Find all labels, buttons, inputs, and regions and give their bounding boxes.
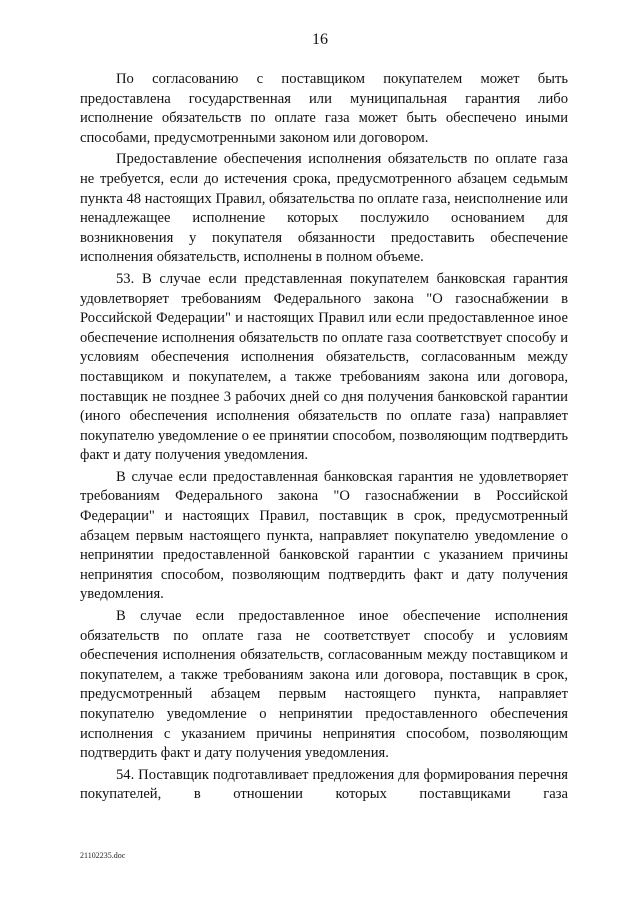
document-file-id: 21102235.doc: [80, 851, 126, 860]
paragraph-bank-guarantee-rejection: В случае если предоставленная банковская гарантия не удовлетворяет требованиям Федерального закона "О газоснабжении в Российской Федерации" и настоящих Правил, поставщик в срок, предусмотренный абзацем первым настоящего пункта, направляет покупателю уведомление о непринятии предоставленной банковской гарантии с указанием причины непринятия способом, позволяющим подтвердить факт и дату получения уведомления.: [80, 468, 568, 603]
paragraph-clause-54: 54. Поставщик подготавливает предложения для формирования перечня покупателей, в отношении которых поставщиками газа: [80, 766, 568, 803]
paragraph-no-security-required: Предоставление обеспечения исполнения обязательств по оплате газа не требуется, если до истечения срока, предусмотренного абзацем седьмым пункта 48 настоящих Правил, обязательства по оплате газа, неисполнение или ненадлежащее исполнение которых послужило основанием для возникновения у покупателя обязанности предоставить обеспечение исполнения обязательств, исполнены в полном объеме.: [80, 151, 568, 266]
paragraph-guarantee-agreement: По согласованию с поставщиком покупателем может быть предоставлена государственная или муниципальная гарантия либо исполнение обязательств по оплате газа может быть обеспечено иными способами, предусмотренными законом или договором.: [80, 71, 568, 146]
document-body: [80, 70, 568, 805]
paragraph-clause-53: 53. В случае если представленная покупателем банковская гарантия удовлетворяет требованиям Федерального закона "О газоснабжении в Российской Федерации" и настоящих Правил или если предоставленное иное обеспечение исполнения обязательств по оплате газа соответствует способу и условиям обеспечения исполнения обязательств, согласованным между поставщиком и покупателем, а также требованиям закона или договора, поставщик не позднее 3 рабочих дней со дня получения банковской гарантии (иного обеспечения исполнения обязательств по оплате газа) направляет покупателю уведомление о ее принятии способом, позволяющим подтвердить факт и дату получения уведомления.: [80, 270, 568, 464]
paragraph-other-security-rejection: В случае если предоставленное иное обеспечение исполнения обязательств по оплате газа не соответствует способу и условиям обеспечения исполнения обязательств, согласованным между поставщиком и покупателем, а также требованиям закона или договора, поставщик в срок, предусмотренный абзацем первым настоящего пункта, направляет покупателю уведомление о непринятии предоставленного обеспечения исполнения с указанием причины непринятия способом, позволяющим подтвердить факт и дату получения уведомления.: [80, 608, 568, 762]
page-number: 16: [312, 31, 328, 48]
